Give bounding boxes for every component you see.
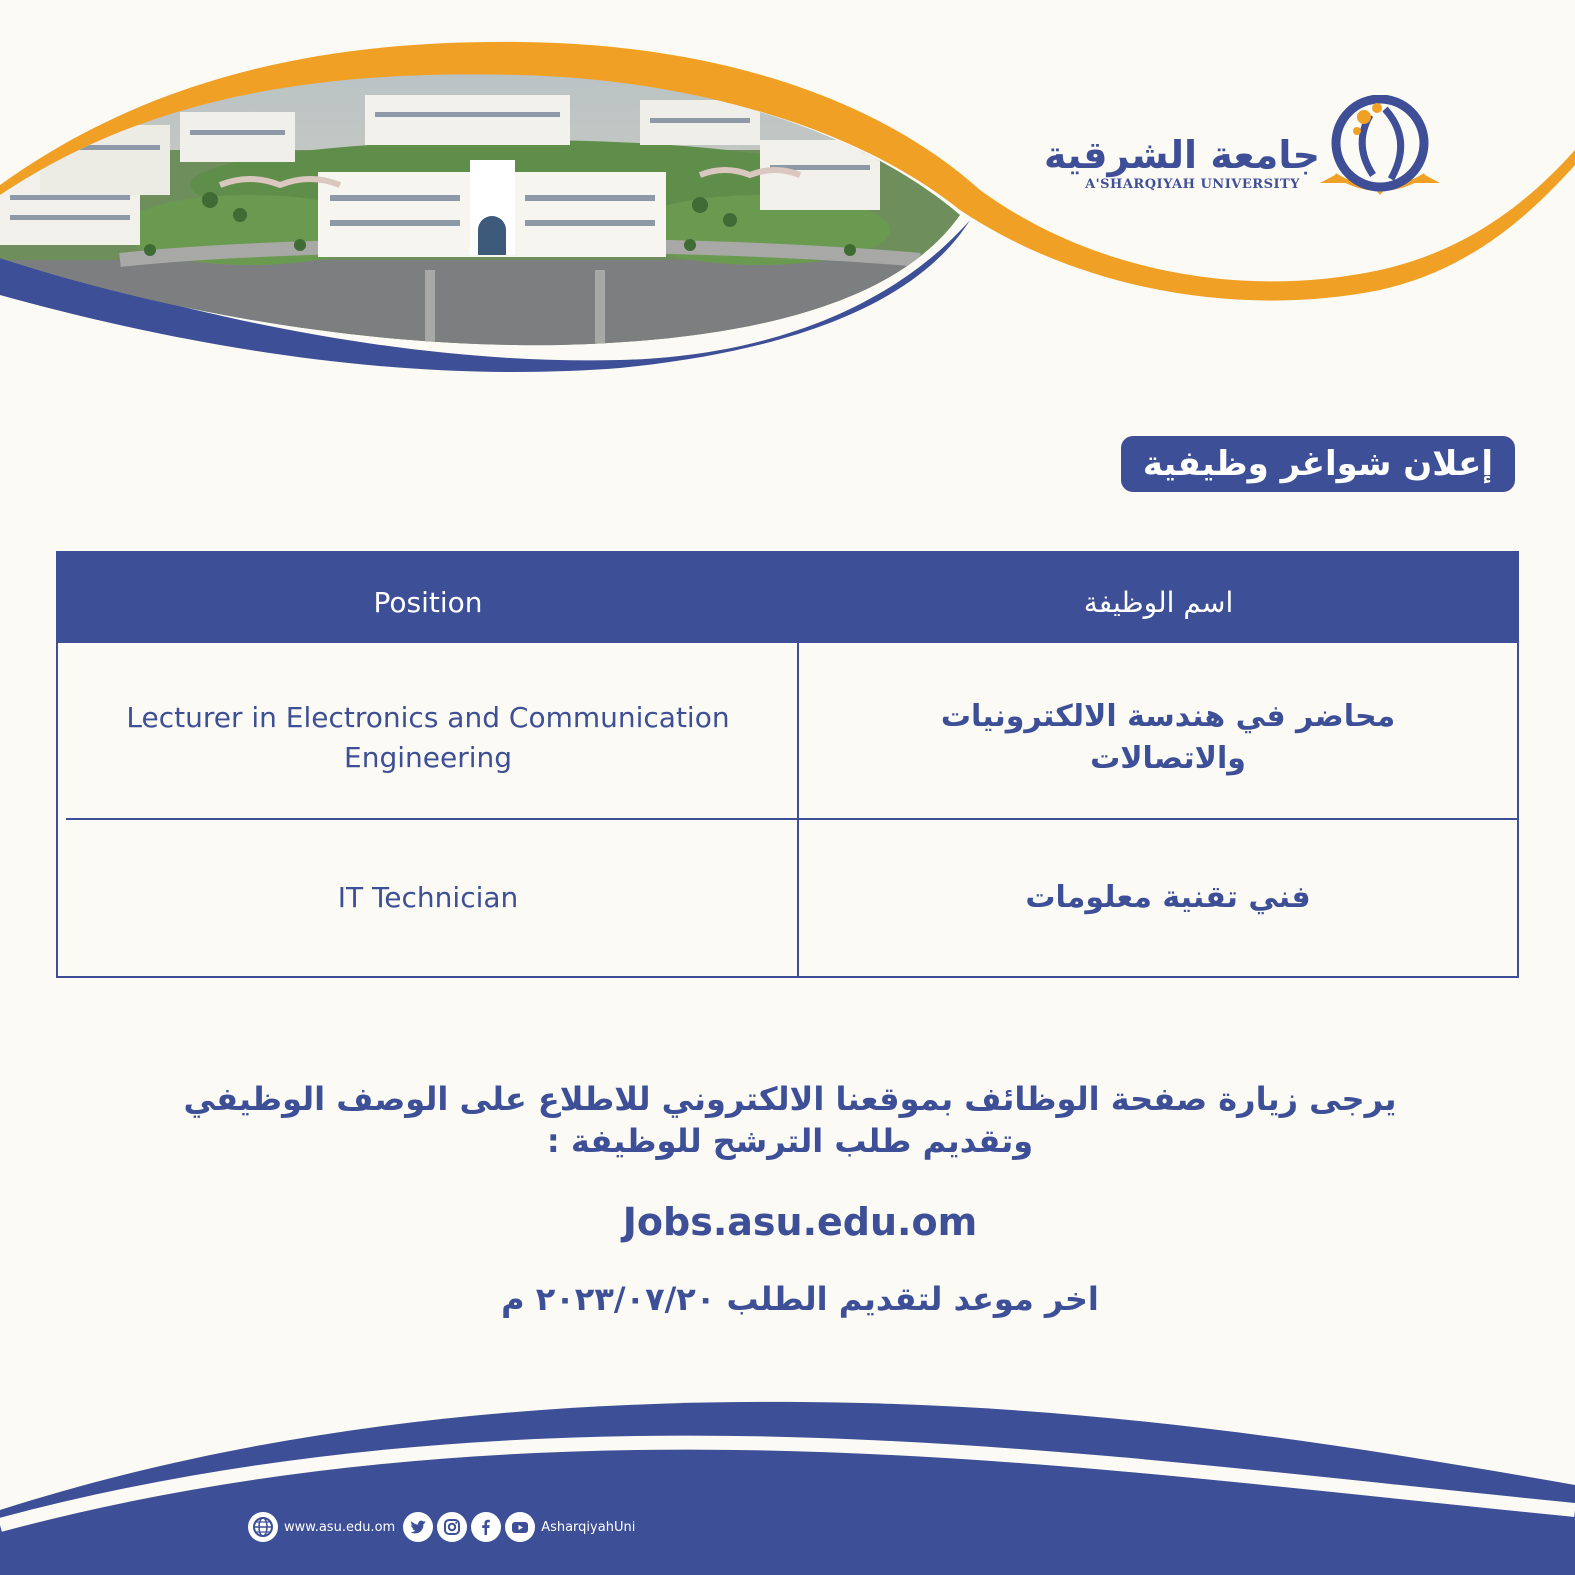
vacancy-title-badge: إعلان شواغر وظيفية — [1121, 436, 1515, 492]
header-position-ar: اسم الوظيفة — [1083, 586, 1234, 619]
jobs-link[interactable]: Jobs.asu.edu.om — [622, 1200, 978, 1244]
footer-social-handle[interactable]: AsharqiyahUni — [541, 1519, 636, 1535]
youtube-icon[interactable] — [505, 1512, 535, 1542]
university-logo — [1044, 95, 1460, 225]
instagram-icon[interactable] — [437, 1512, 467, 1542]
facebook-icon[interactable] — [471, 1512, 501, 1542]
globe-icon[interactable] — [248, 1512, 278, 1542]
application-deadline: اخر موعد لتقديم الطلب ٢٠٢٣/٠٧/٢٠ م — [501, 1280, 1099, 1318]
logo-emblem-icon — [1315, 95, 1445, 215]
table-cell-row1-en: Lecturer in Electronics and Communication Engineering — [126, 701, 730, 774]
table-cell-row2-ar: فني تقنية معلومات — [1025, 880, 1311, 915]
footer-website[interactable]: www.asu.edu.om — [284, 1519, 396, 1535]
header-position-en: Position — [373, 586, 483, 619]
table-header — [58, 553, 1517, 643]
logo-name-arabic: جامعة الشرقية — [1044, 133, 1320, 177]
row-divider — [66, 818, 1519, 820]
jobs-table — [56, 551, 1519, 978]
table-cell-row1-ar: محاضر في هندسة الالكترونيات والاتصالات — [940, 699, 1396, 776]
logo-name-english: A'SHARQIYAH UNIVERSITY — [1085, 177, 1300, 192]
footer-contact-bar — [248, 1511, 639, 1543]
instructions-line-2: وتقديم طلب الترشح للوظيفة : — [546, 1122, 1034, 1160]
instructions-text — [180, 1078, 1400, 1162]
footer-artwork — [0, 1390, 1575, 1575]
instructions-line-1: يرجى زيارة صفحة الوظائف بموقعنا الالكتروني للاطلاع على الوصف الوظيفي — [183, 1080, 1397, 1118]
column-divider — [797, 643, 799, 978]
table-cell-row2-en: IT Technician — [337, 881, 519, 914]
twitter-icon[interactable] — [403, 1512, 433, 1542]
